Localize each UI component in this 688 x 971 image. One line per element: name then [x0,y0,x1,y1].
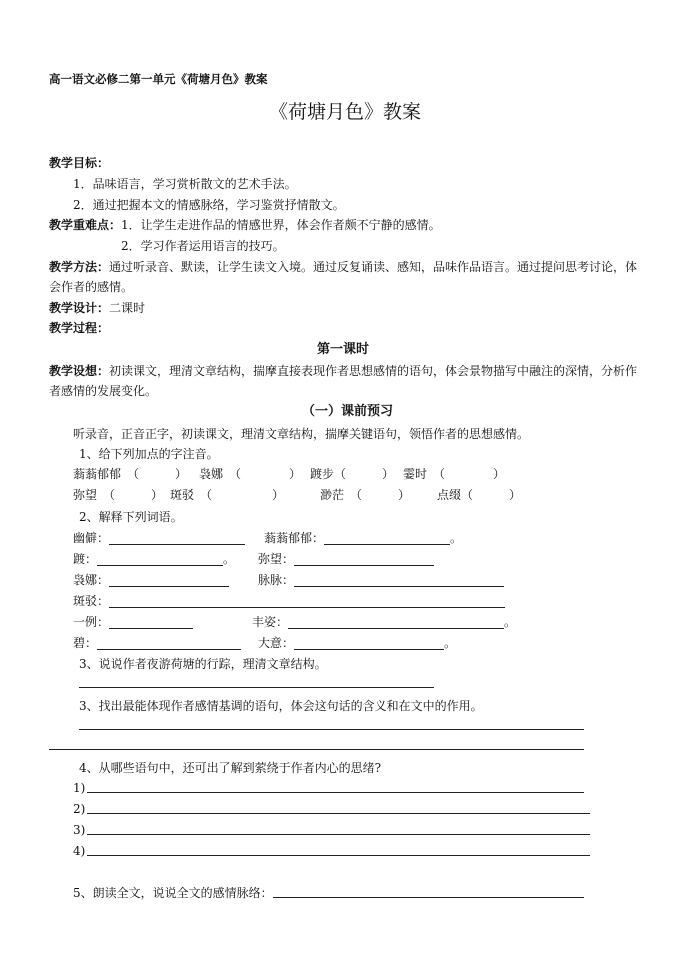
q1-item-1: 蓊蓊郁郁 （ ） [73,467,188,481]
q2-period-4: 。 [444,636,457,650]
q2-niaonuo [73,573,229,587]
q2-youpi-blank[interactable] [109,532,245,545]
q2-youpi-label: 幽僻： [73,531,110,545]
q2-fengzi-label: 丰姿： [252,615,289,629]
q4-label-1: 1) [73,781,86,795]
q2-banbo [73,594,505,608]
q2-maimai-label: 脉脉： [258,573,295,587]
design-text: 二课时 [109,301,146,315]
idea-label: 教学设想： [49,364,110,378]
q2-period-2: 。 [223,552,236,566]
q1-title: 1、给下列加点的字注音。 [79,447,219,461]
q2-bi-blank[interactable] [97,637,241,650]
design-label: 教学设计： [49,301,110,315]
goal-2: 2．通过把握本文的情感脉络，学习鉴赏抒情散文。 [73,198,345,212]
q2-miwang [258,552,434,566]
q4-title: 4、从哪些语句中，还可出了解到萦绕于作者内心的思绪? [79,761,382,775]
q2-maimai-blank[interactable] [294,574,504,587]
q2-period-1: 。 [450,531,463,545]
q1-item-5: 弥望 （ ） [73,488,164,502]
preview-intro: 听录音，正音正字，初读课文，理清文章结构，揣摩关键语句，领悟作者的思想感情。 [73,427,530,441]
q1-item-7: 渺茫 （ ） [320,488,411,502]
q3b-answer-line-1[interactable] [79,729,584,730]
header-line: 高一语文必修二第一单元《荷塘月色》教案 [49,72,268,86]
q2-yili [73,615,193,629]
q4-label-2: 2) [73,802,86,816]
q3a-answer-line[interactable] [79,687,434,688]
q4-label-3: 3) [73,823,86,837]
q2-wengwengyuyu [264,531,462,545]
preview-title: （一）课前预习 [302,404,394,419]
q3b-answer-line-2[interactable] [49,749,584,750]
q1-item-6: 斑驳 （ ） [170,488,285,502]
q1-item-3: 踱步（ ） [310,467,395,481]
goals-label: 教学目标： [49,156,110,170]
q2-title: 2、解释下列词语。 [79,510,183,524]
q2-yili-blank[interactable] [109,616,193,629]
method-label: 教学方法： [49,260,110,274]
idea-text-1: 初读课文，理清文章结构，揣摩直接表现作者思想感情的语句，体会景物描写中融注的深情，分析作 [109,364,638,378]
q2-du [73,552,235,566]
q2-bi [73,636,241,650]
q2-bi-label: 碧： [73,636,98,650]
q2-miwang-label: 弥望： [258,552,295,566]
process-label: 教学过程： [49,321,110,335]
q2-dayi [258,636,456,650]
q2-yili-label: 一例： [73,615,110,629]
q2-period-3: 。 [504,615,517,629]
method-text-1: 通过听录音、默读，让学生读文入境。通过反复诵读、感知，品味作品语言。通过提问思考讨论，体 [109,260,638,274]
design-line [49,301,145,315]
q4-answer-line-1[interactable] [87,792,584,793]
q2-niaonuo-label: 袅娜： [73,573,110,587]
idea-line-1 [49,364,637,378]
q1-item-8: 点缀（ ） [437,488,522,502]
q2-maimai [258,573,504,587]
q2-miwang-blank[interactable] [294,553,434,566]
q2-dayi-blank[interactable] [294,637,444,650]
q2-du-blank[interactable] [97,553,223,566]
goal-1: 1．品味语言，学习赏析散文的艺术手法。 [73,177,297,191]
q2-du-label: 踱： [73,552,98,566]
q5-title: 5、朗读全文，说说全文的感情脉络： [73,886,273,900]
q4-answer-line-2[interactable] [87,813,590,814]
q2-fengzi [252,615,516,629]
q3b-title: 3、找出最能体现作者感情基调的语句，体会这句话的含义和在文中的作用。 [79,699,483,713]
q2-fengzi-blank[interactable] [288,616,504,629]
q1-item-2: 袅娜 （ ） [199,467,302,481]
q2-niaonuo-blank[interactable] [109,574,229,587]
q4-answer-line-4[interactable] [87,855,590,856]
q2-youpi [73,531,245,545]
key-2: 2．学习作者运用语言的技巧。 [121,239,285,253]
q4-label-4: 4) [73,844,86,858]
key-label: 教学重难点： [49,218,122,232]
q2-banbo-blank[interactable] [109,595,505,608]
q2-wengwengyuyu-blank[interactable] [324,532,450,545]
q2-dayi-label: 大意： [258,636,295,650]
key-points [49,218,441,232]
q4-answer-line-3[interactable] [87,834,590,835]
page-title: 《荷塘月色》教案 [269,101,422,123]
key-1: 1．让学生走进作品的情感世界，体会作者颇不宁静的感情。 [121,218,441,232]
lesson1-title: 第一课时 [317,342,370,357]
method-line-1 [49,260,637,274]
idea-text-2: 者感情的发展变化。 [49,384,158,398]
q2-wengwengyuyu-label: 蓊蓊郁郁： [264,531,325,545]
q1-item-4: 霎时 （ ） [403,467,506,481]
q2-banbo-label: 斑驳： [73,594,110,608]
q3a-title: 3、说说作者夜游荷塘的行踪，理清文章结构。 [79,657,327,671]
q5-answer-line[interactable] [273,897,584,898]
method-text-2: 会作者的感情。 [49,280,134,294]
